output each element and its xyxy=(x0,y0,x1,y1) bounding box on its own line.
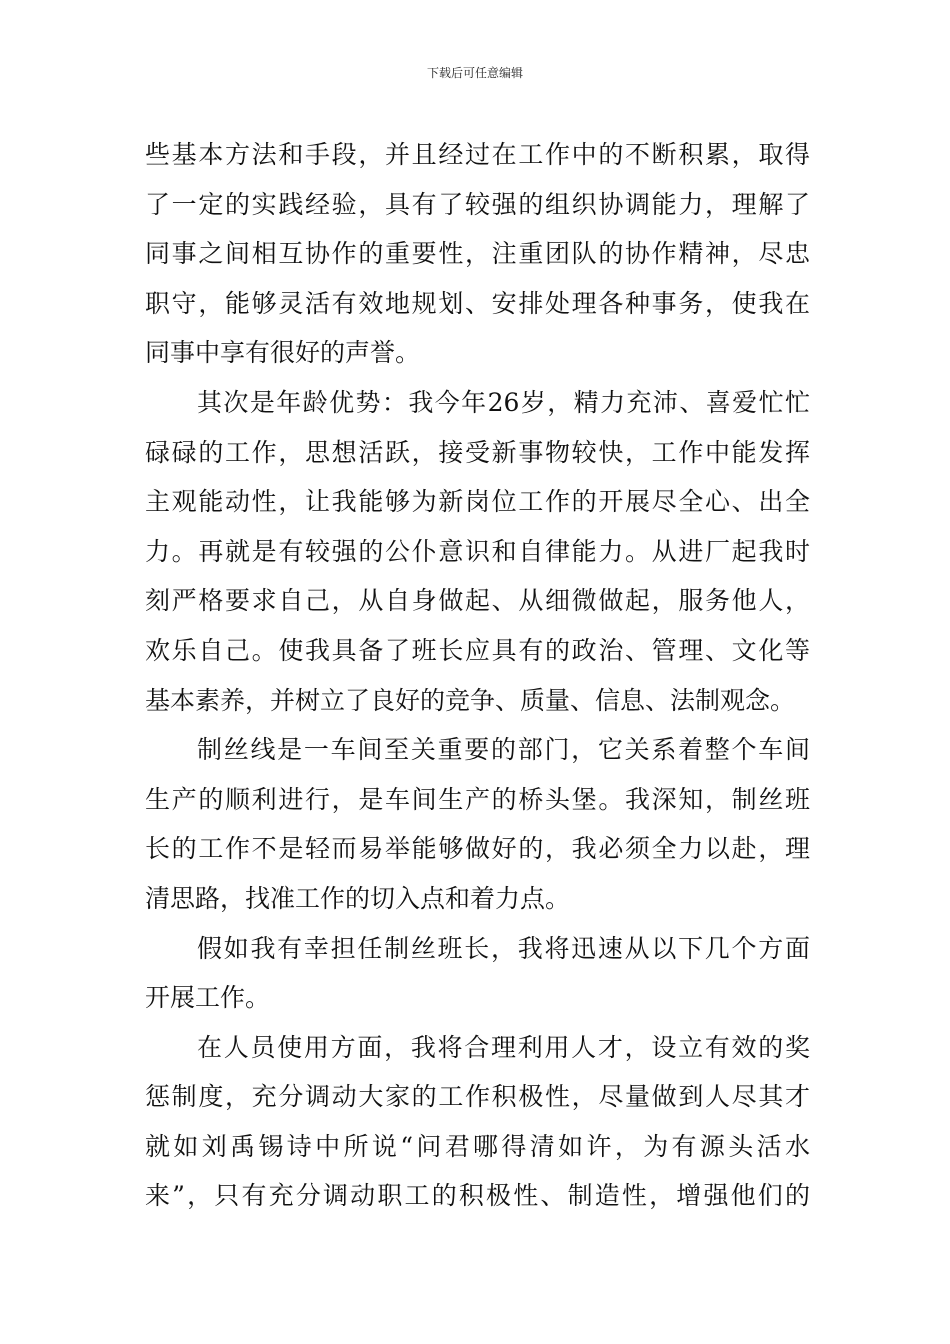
text-line: 在人员使用方面，我将合理利用人才，设立有效的奖 xyxy=(197,1032,810,1062)
text-line: 基本素养，并树立了良好的竞争、质量、信息、法制观念。 xyxy=(145,685,796,715)
text-line: 清思路，找准工作的切入点和着力点。 xyxy=(145,883,571,913)
text-line: 惩制度，充分调动大家的工作积极性，尽量做到人尽其才 xyxy=(145,1082,810,1112)
text-line: 同事之间相互协作的重要性，注重团队的协作精神，尽忠 xyxy=(145,239,810,269)
text-line: 开展工作。 xyxy=(145,983,271,1013)
text-line: 职守，能够灵活有效地规划、安排处理各种事务，使我在 xyxy=(145,288,810,318)
text-line: 来”，只有充分调动职工的积极性、制造性，增强他们的 xyxy=(145,1181,810,1211)
paragraph-production-line xyxy=(145,725,810,923)
body-text xyxy=(145,130,810,1221)
text-line: 其次是年龄优势：我今年26岁，精力充沛、喜爱忙忙 xyxy=(197,387,810,417)
paragraph-age-advantage xyxy=(145,378,810,725)
paragraph-continuation xyxy=(145,130,810,378)
text-line: 碌碌的工作，思想活跃，接受新事物较快，工作中能发挥 xyxy=(145,437,810,467)
text-line: 力。再就是有较强的公仆意识和自律能力。从进厂起我时 xyxy=(145,536,810,566)
text-line: 同事中享有很好的声誉。 xyxy=(145,338,421,368)
text-line: 假如我有幸担任制丝班长，我将迅速从以下几个方面 xyxy=(197,933,810,963)
text-line: 主观能动性，让我能够为新岗位工作的开展尽全心、出全 xyxy=(145,487,810,517)
text-line: 制丝线是一车间至关重要的部门，它关系着整个车间 xyxy=(197,735,810,765)
text-line: 生产的顺利进行，是车间生产的桥头堡。我深知，制丝班 xyxy=(145,784,810,814)
text-line: 了一定的实践经验，具有了较强的组织协调能力，理解了 xyxy=(145,189,810,219)
paragraph-personnel xyxy=(145,1023,810,1221)
text-line: 刻严格要求自己，从自身做起、从细微做起，服务他人， xyxy=(145,586,810,616)
text-line: 就如刘禹锡诗中所说“问君哪得清如许，为有源头活水 xyxy=(145,1131,810,1161)
page-header: 下载后可任意编辑 xyxy=(426,66,523,80)
text-line: 长的工作不是轻而易举能够做好的，我必须全力以赴，理 xyxy=(145,834,810,864)
paragraph-plan-intro xyxy=(145,924,810,1023)
text-line: 欢乐自己。使我具备了班长应具有的政治、管理、文化等 xyxy=(145,635,810,665)
text-line: 些基本方法和手段，并且经过在工作中的不断积累，取得 xyxy=(145,140,810,169)
